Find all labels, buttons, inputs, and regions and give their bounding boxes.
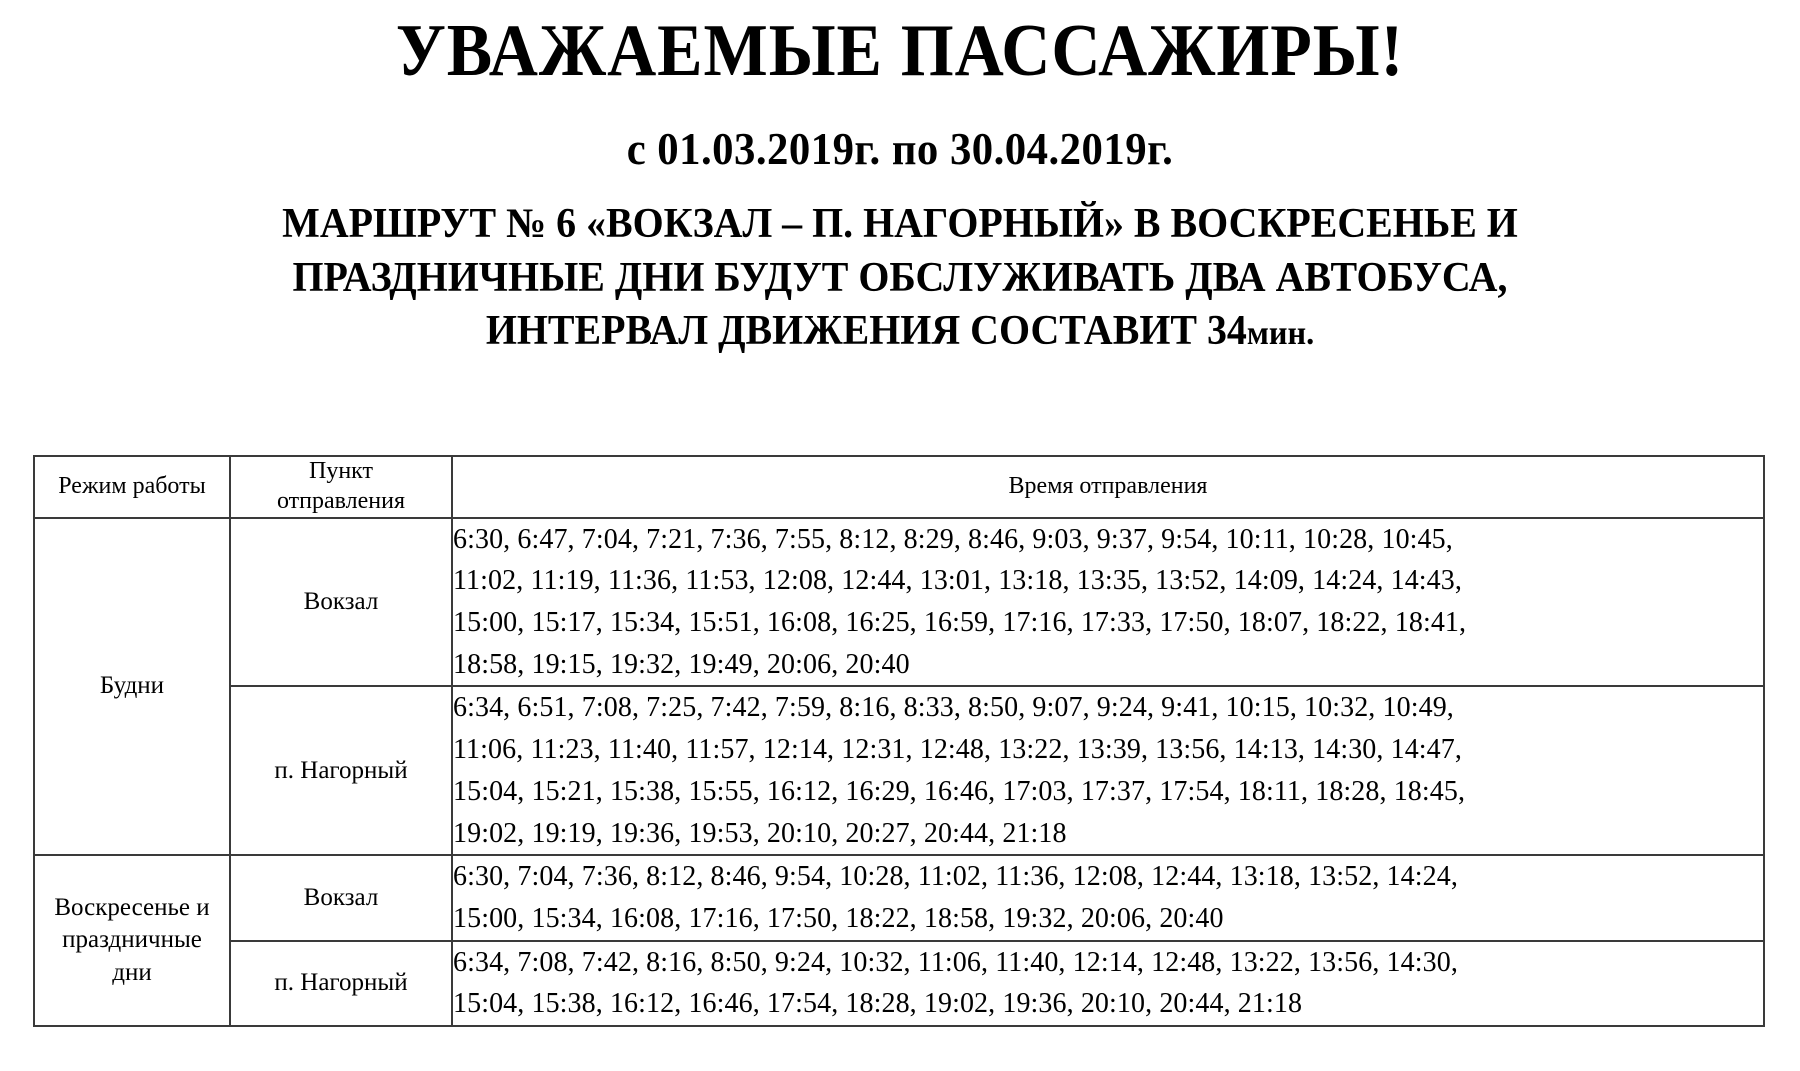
column-header-departure-times: Время отправления bbox=[452, 456, 1764, 518]
announcement-line-3 bbox=[169, 305, 1632, 358]
announcement-text bbox=[169, 198, 1632, 358]
validity-date-range: с 01.03.2019г. по 30.04.2019г. bbox=[626, 124, 1174, 175]
times-line: 6:30, 7:04, 7:36, 8:12, 8:46, 9:54, 10:28, 11:02, 11:36, 12:08, 12:44, 13:18, 13:52, 14:24, bbox=[453, 861, 1458, 893]
point-cell-vokzal-sunday: Вокзал bbox=[230, 855, 452, 940]
times-line: 15:04, 15:38, 16:12, 16:46, 17:54, 18:28, 19:02, 19:36, 20:10, 20:44, 21:18 bbox=[453, 988, 1303, 1020]
mode-cell-sunday-line3: дни bbox=[112, 958, 152, 986]
table-body bbox=[34, 518, 1764, 1027]
page-title: УВАЖАЕМЫЕ ПАССАЖИРЫ! bbox=[395, 10, 1405, 92]
times-line: 11:02, 11:19, 11:36, 11:53, 12:08, 12:44, 13:01, 13:18, 13:35, 13:52, 14:09, 14:24, 14:43, bbox=[453, 565, 1462, 597]
table-row bbox=[34, 518, 1764, 687]
column-header-departure-point bbox=[230, 456, 452, 518]
times-line: 15:00, 15:34, 16:08, 17:16, 17:50, 18:22, 18:58, 19:32, 20:06, 20:40 bbox=[453, 902, 1224, 934]
table-header-row bbox=[34, 456, 1764, 518]
mode-cell-sunday-holidays bbox=[34, 855, 230, 1026]
times-cell-vokzal-weekday bbox=[452, 518, 1764, 687]
times-line: 15:00, 15:17, 15:34, 15:51, 16:08, 16:25, 16:59, 17:16, 17:33, 17:50, 18:07, 18:22, 18:41, bbox=[453, 606, 1467, 638]
mode-cell-weekdays: Будни bbox=[34, 518, 230, 856]
column-header-mode: Режим работы bbox=[34, 456, 230, 518]
point-cell-nagorny-sunday: п. Нагорный bbox=[230, 941, 452, 1026]
times-line: 6:34, 7:08, 7:42, 8:16, 8:50, 9:24, 10:32, 11:06, 11:40, 12:14, 12:48, 13:22, 13:56, 14:30, bbox=[453, 946, 1458, 978]
mode-cell-sunday-line1: Воскресенье и bbox=[54, 893, 210, 921]
column-header-departure-point-line1: Пункт bbox=[308, 458, 373, 484]
times-line: 19:02, 19:19, 19:36, 19:53, 20:10, 20:27, 20:44, 21:18 bbox=[453, 817, 1067, 849]
table-row bbox=[34, 941, 1764, 1026]
times-line: 15:04, 15:21, 15:38, 15:55, 16:12, 16:29, 16:46, 17:03, 17:37, 17:54, 18:11, 18:28, 18:45, bbox=[453, 775, 1466, 807]
table-header bbox=[34, 456, 1764, 518]
mode-cell-sunday-line2: праздничные bbox=[62, 926, 202, 954]
times-line: 6:30, 6:47, 7:04, 7:21, 7:36, 7:55, 8:12, 8:29, 8:46, 9:03, 9:37, 9:54, 10:11, 10:28, 10:45, bbox=[453, 523, 1453, 555]
point-cell-nagorny-weekday: п. Нагорный bbox=[230, 686, 452, 855]
schedule-table bbox=[33, 455, 1765, 1027]
times-line: 11:06, 11:23, 11:40, 11:57, 12:14, 12:31, 12:48, 13:22, 13:39, 13:56, 14:13, 14:30, 14:47, bbox=[453, 734, 1462, 766]
schedule-table-wrapper bbox=[33, 455, 1763, 1027]
announcement-line-2: ПРАЗДНИЧНЫЕ ДНИ БУДУТ ОБСЛУЖИВАТЬ ДВА АВТОБУСА, bbox=[292, 254, 1508, 301]
times-cell-nagorny-sunday bbox=[452, 941, 1764, 1026]
announcement-line-1: МАРШРУТ № 6 «ВОКЗАЛ – П. НАГОРНЫЙ» В ВОСКРЕСЕНЬЕ И bbox=[282, 201, 1518, 248]
announcement-line-3-text: ИНТЕРВАЛ ДВИЖЕНИЯ СОСТАВИТ 34 bbox=[485, 308, 1247, 355]
times-cell-nagorny-weekday bbox=[452, 686, 1764, 855]
times-line: 6:34, 6:51, 7:08, 7:25, 7:42, 7:59, 8:16, 8:33, 8:50, 9:07, 9:24, 9:41, 10:15, 10:32, 10:49, bbox=[453, 692, 1454, 724]
table-row bbox=[34, 686, 1764, 855]
interval-unit: мин. bbox=[1246, 315, 1315, 353]
times-line: 18:58, 19:15, 19:32, 19:49, 20:06, 20:40 bbox=[453, 648, 910, 680]
table-row bbox=[34, 855, 1764, 940]
point-cell-vokzal-weekday: Вокзал bbox=[230, 518, 452, 687]
times-cell-vokzal-sunday bbox=[452, 855, 1764, 940]
heading-block bbox=[0, 0, 1800, 358]
column-header-departure-point-line2: отправления bbox=[276, 487, 406, 514]
